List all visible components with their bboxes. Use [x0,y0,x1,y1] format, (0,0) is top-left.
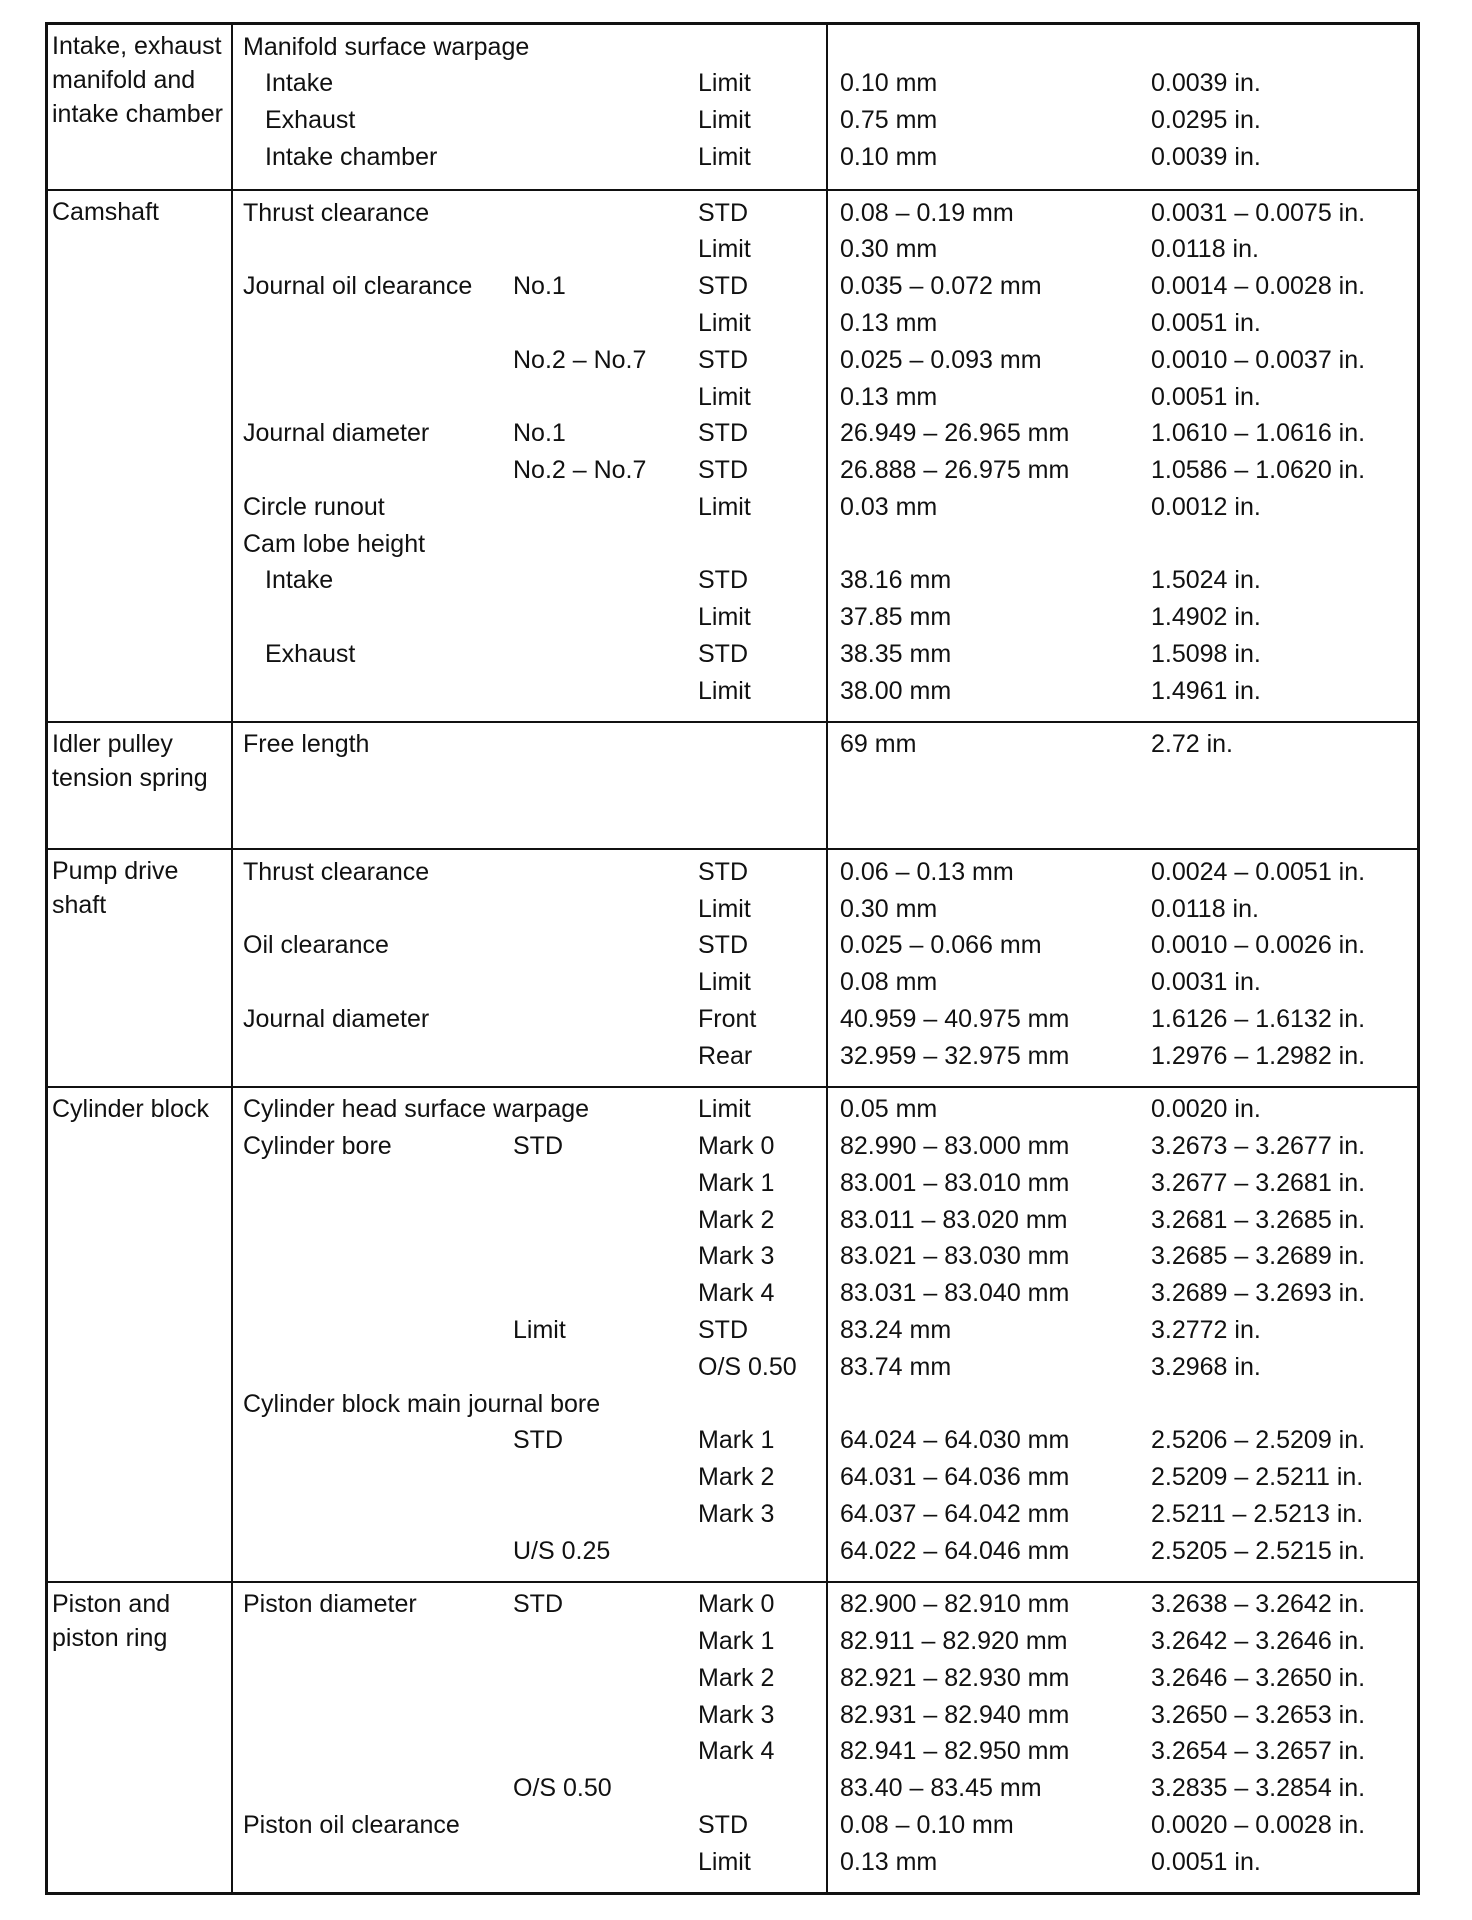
row-subitem: STD [513,1132,563,1161]
row-imperial-value: 2.72 in. [1151,730,1234,759]
row-item: Exhaust [265,639,356,668]
row-item: Cylinder head surface warpage [243,1095,590,1124]
row-subitem: No.1 [513,272,566,301]
row-item: Thrust clearance [243,198,430,227]
row-imperial-value: 1.2976 – 1.2982 in. [1151,1041,1366,1070]
row-metric-value: 0.30 mm [840,894,938,923]
row-imperial-value: 1.0610 – 1.0616 in. [1151,419,1366,448]
row-metric-value: 83.011 – 83.020 mm [840,1205,1068,1234]
row-condition: Limit [698,308,751,337]
row-metric-value: 38.35 mm [840,639,952,668]
row-imperial-value: 0.0012 in. [1151,492,1261,521]
row-condition: Limit [698,1847,751,1876]
row-imperial-value: 0.0051 in. [1151,308,1261,337]
row-imperial-value: 3.2673 – 3.2677 in. [1151,1132,1366,1161]
row-metric-value: 64.037 – 64.042 mm [840,1499,1070,1528]
row-imperial-value: 3.2650 – 3.2653 in. [1151,1700,1366,1729]
row-item: Circle runout [243,492,385,521]
column-divider [231,1088,233,1583]
row-item: Cam lobe height [243,529,426,558]
row-imperial-value: 3.2654 – 3.2657 in. [1151,1737,1366,1766]
row-imperial-value: 0.0020 – 0.0028 in. [1151,1810,1366,1839]
table-section [48,721,1417,850]
row-metric-value: 82.911 – 82.920 mm [840,1627,1068,1656]
row-condition: Mark 4 [698,1279,775,1308]
section-label: Cylinder block [52,1094,210,1123]
row-item: Thrust clearance [243,857,430,886]
row-condition: STD [698,639,748,668]
row-condition: Mark 2 [698,1663,775,1692]
row-item: Piston diameter [243,1590,417,1619]
row-item: Journal diameter [243,1004,430,1033]
row-condition: Mark 3 [698,1499,775,1528]
row-imperial-value: 0.0031 – 0.0075 in. [1151,198,1366,227]
row-condition: STD [698,1810,748,1839]
column-divider [826,1088,828,1583]
row-imperial-value: 3.2835 – 3.2854 in. [1151,1774,1366,1803]
row-metric-value: 0.035 – 0.072 mm [840,272,1042,301]
row-condition: Mark 3 [698,1700,775,1729]
row-imperial-value: 3.2685 – 3.2689 in. [1151,1242,1366,1271]
row-item: Intake [265,69,334,98]
row-metric-value: 38.00 mm [840,676,952,705]
row-condition: STD [698,272,748,301]
row-imperial-value: 3.2772 in. [1151,1316,1261,1344]
section-label: Camshaft [52,198,159,227]
row-imperial-value: 0.0039 in. [1151,142,1261,171]
row-condition: Limit [698,106,751,135]
row-imperial-value: 3.2642 – 3.2646 in. [1151,1627,1366,1656]
row-item: Exhaust [265,106,356,135]
row-condition: STD [698,419,748,448]
row-imperial-value: 1.6126 – 1.6132 in. [1151,1004,1366,1033]
row-imperial-value: 0.0051 in. [1151,1847,1261,1876]
row-metric-value: 0.13 mm [840,382,938,411]
row-metric-value: 0.10 mm [840,142,938,171]
column-divider [826,850,828,1088]
row-condition: STD [698,931,748,960]
row-imperial-value: 0.0024 – 0.0051 in. [1151,857,1366,886]
row-metric-value: 0.75 mm [840,106,938,135]
row-imperial-value: 2.5205 – 2.5215 in. [1151,1536,1366,1565]
column-divider [231,191,233,723]
row-metric-value: 83.001 – 83.010 mm [840,1168,1070,1197]
row-condition: STD [698,566,748,595]
row-metric-value: 0.05 mm [840,1095,938,1124]
row-metric-value: 83.021 – 83.030 mm [840,1242,1070,1271]
row-condition: STD [698,345,748,374]
row-imperial-value: 1.4961 in. [1151,676,1261,705]
row-imperial-value: 1.0586 – 1.0620 in. [1151,456,1366,485]
row-metric-value: 83.031 – 83.040 mm [840,1279,1070,1308]
row-condition: STD [698,198,748,227]
row-imperial-value: 2.5206 – 2.5209 in. [1151,1426,1366,1455]
row-condition: Mark 0 [698,1590,775,1619]
row-condition: Mark 3 [698,1242,775,1271]
row-item: Journal oil clearance [243,272,473,301]
row-imperial-value: 1.5024 in. [1151,566,1261,595]
row-condition: Mark 1 [698,1426,775,1455]
row-metric-value: 0.03 mm [840,492,938,521]
row-condition: Mark 1 [698,1627,775,1656]
row-metric-value: 83.74 mm [840,1352,952,1381]
row-metric-value: 38.16 mm [840,566,952,595]
row-condition: Limit [698,235,751,264]
row-metric-value: 82.931 – 82.940 mm [840,1700,1070,1729]
row-metric-value: 0.025 – 0.093 mm [840,345,1042,374]
section-label: Intake, exhaust manifold and intake chamber [52,32,223,128]
row-condition: Mark 4 [698,1737,775,1766]
row-imperial-value: 0.0010 – 0.0037 in. [1151,345,1366,374]
row-item: Free length [243,730,370,759]
row-metric-value: 0.08 – 0.19 mm [840,198,1014,227]
row-condition: Limit [698,1095,751,1124]
row-imperial-value: 2.5211 – 2.5213 in. [1151,1499,1364,1528]
row-imperial-value: 3.2646 – 3.2650 in. [1151,1663,1366,1692]
row-condition: Limit [698,142,751,171]
column-divider [826,723,828,850]
row-metric-value: 32.959 – 32.975 mm [840,1041,1070,1070]
row-metric-value: 26.949 – 26.965 mm [840,419,1070,448]
row-imperial-value: 1.5098 in. [1151,639,1261,668]
row-item: Intake [265,566,334,595]
column-divider [826,25,828,189]
row-condition: Limit [698,603,751,632]
row-metric-value: 64.031 – 64.036 mm [840,1463,1070,1492]
row-imperial-value: 2.5209 – 2.5211 in. [1151,1463,1364,1492]
row-metric-value: 0.30 mm [840,235,938,264]
row-imperial-value: 3.2677 – 3.2681 in. [1151,1168,1366,1197]
column-divider [826,191,828,723]
row-imperial-value: 0.0295 in. [1151,106,1261,135]
row-metric-value: 0.08 mm [840,968,938,997]
row-condition: Limit [698,676,751,705]
row-metric-value: 82.900 – 82.910 mm [840,1590,1070,1619]
row-item: Oil clearance [243,931,389,960]
table-section [48,25,1417,189]
row-condition: Mark 2 [698,1205,775,1234]
spec-table [45,22,1420,1895]
row-subitem: No.1 [513,419,566,448]
row-subitem: No.2 – No.7 [513,345,647,374]
row-condition: Limit [698,382,751,411]
row-subitem: Limit [513,1316,566,1344]
row-condition: Mark 2 [698,1463,775,1492]
row-condition: Rear [698,1041,753,1070]
row-item: Journal diameter [243,419,430,448]
row-imperial-value: 0.0039 in. [1151,69,1261,98]
row-imperial-value: 0.0010 – 0.0026 in. [1151,931,1366,960]
row-condition: Mark 1 [698,1168,775,1197]
row-condition: STD [698,1316,748,1344]
row-metric-value: 64.024 – 64.030 mm [840,1426,1070,1455]
row-subitem: U/S 0.25 [513,1536,611,1565]
row-imperial-value: 0.0118 in. [1151,894,1259,923]
row-item: Manifold surface warpage [243,32,530,61]
row-imperial-value: 0.0031 in. [1151,968,1261,997]
row-metric-value: 0.08 – 0.10 mm [840,1810,1014,1839]
row-imperial-value: 0.0014 – 0.0028 in. [1151,272,1366,301]
row-metric-value: 40.959 – 40.975 mm [840,1004,1070,1033]
row-metric-value: 64.022 – 64.046 mm [840,1536,1070,1565]
row-condition: STD [698,456,748,485]
row-metric-value: 0.025 – 0.066 mm [840,931,1042,960]
row-condition: Mark 0 [698,1132,775,1161]
row-condition: Limit [698,894,751,923]
row-condition: Front [698,1004,757,1033]
table-section [48,189,1417,723]
section-label: Idler pulley tension spring [52,729,208,792]
row-metric-value: 37.85 mm [840,603,952,632]
row-metric-value: 83.40 – 83.45 mm [840,1774,1042,1803]
row-metric-value: 0.06 – 0.13 mm [840,857,1014,886]
table-section [48,1086,1417,1583]
row-imperial-value: 3.2689 – 3.2693 in. [1151,1279,1366,1308]
row-imperial-value: 0.0118 in. [1151,235,1259,264]
row-item: Cylinder bore [243,1132,392,1161]
row-imperial-value: 1.4902 in. [1151,603,1261,632]
row-metric-value: 0.13 mm [840,308,938,337]
row-imperial-value: 0.0020 in. [1151,1095,1261,1124]
table-section [48,1581,1417,1894]
row-condition: Limit [698,69,751,98]
row-subitem: O/S 0.50 [513,1774,612,1803]
row-subitem: STD [513,1590,563,1619]
row-condition: Limit [698,492,751,521]
row-condition: O/S 0.50 [698,1352,797,1381]
row-metric-value: 0.13 mm [840,1847,938,1876]
column-divider [826,1583,828,1894]
row-condition: STD [698,857,748,886]
row-metric-value: 69 mm [840,730,917,759]
row-metric-value: 26.888 – 26.975 mm [840,456,1070,485]
row-metric-value: 83.24 mm [840,1316,952,1344]
table-section [48,848,1417,1088]
section-label: Piston and piston ring [52,1589,171,1652]
row-metric-value: 82.921 – 82.930 mm [840,1663,1070,1692]
row-imperial-value: 3.2638 – 3.2642 in. [1151,1590,1366,1619]
row-item: Cylinder block main journal bore [243,1389,601,1418]
section-label: Pump drive shaft [52,857,179,920]
row-metric-value: 0.10 mm [840,69,938,98]
row-item: Intake chamber [265,142,438,171]
row-metric-value: 82.990 – 83.000 mm [840,1132,1070,1161]
row-subitem: No.2 – No.7 [513,456,647,485]
row-imperial-value: 0.0051 in. [1151,382,1261,411]
row-metric-value: 82.941 – 82.950 mm [840,1737,1070,1766]
row-imperial-value: 3.2681 – 3.2685 in. [1151,1205,1366,1234]
row-condition: Limit [698,968,751,997]
row-item: Piston oil clearance [243,1810,460,1839]
row-imperial-value: 3.2968 in. [1151,1352,1261,1381]
row-subitem: STD [513,1426,563,1455]
